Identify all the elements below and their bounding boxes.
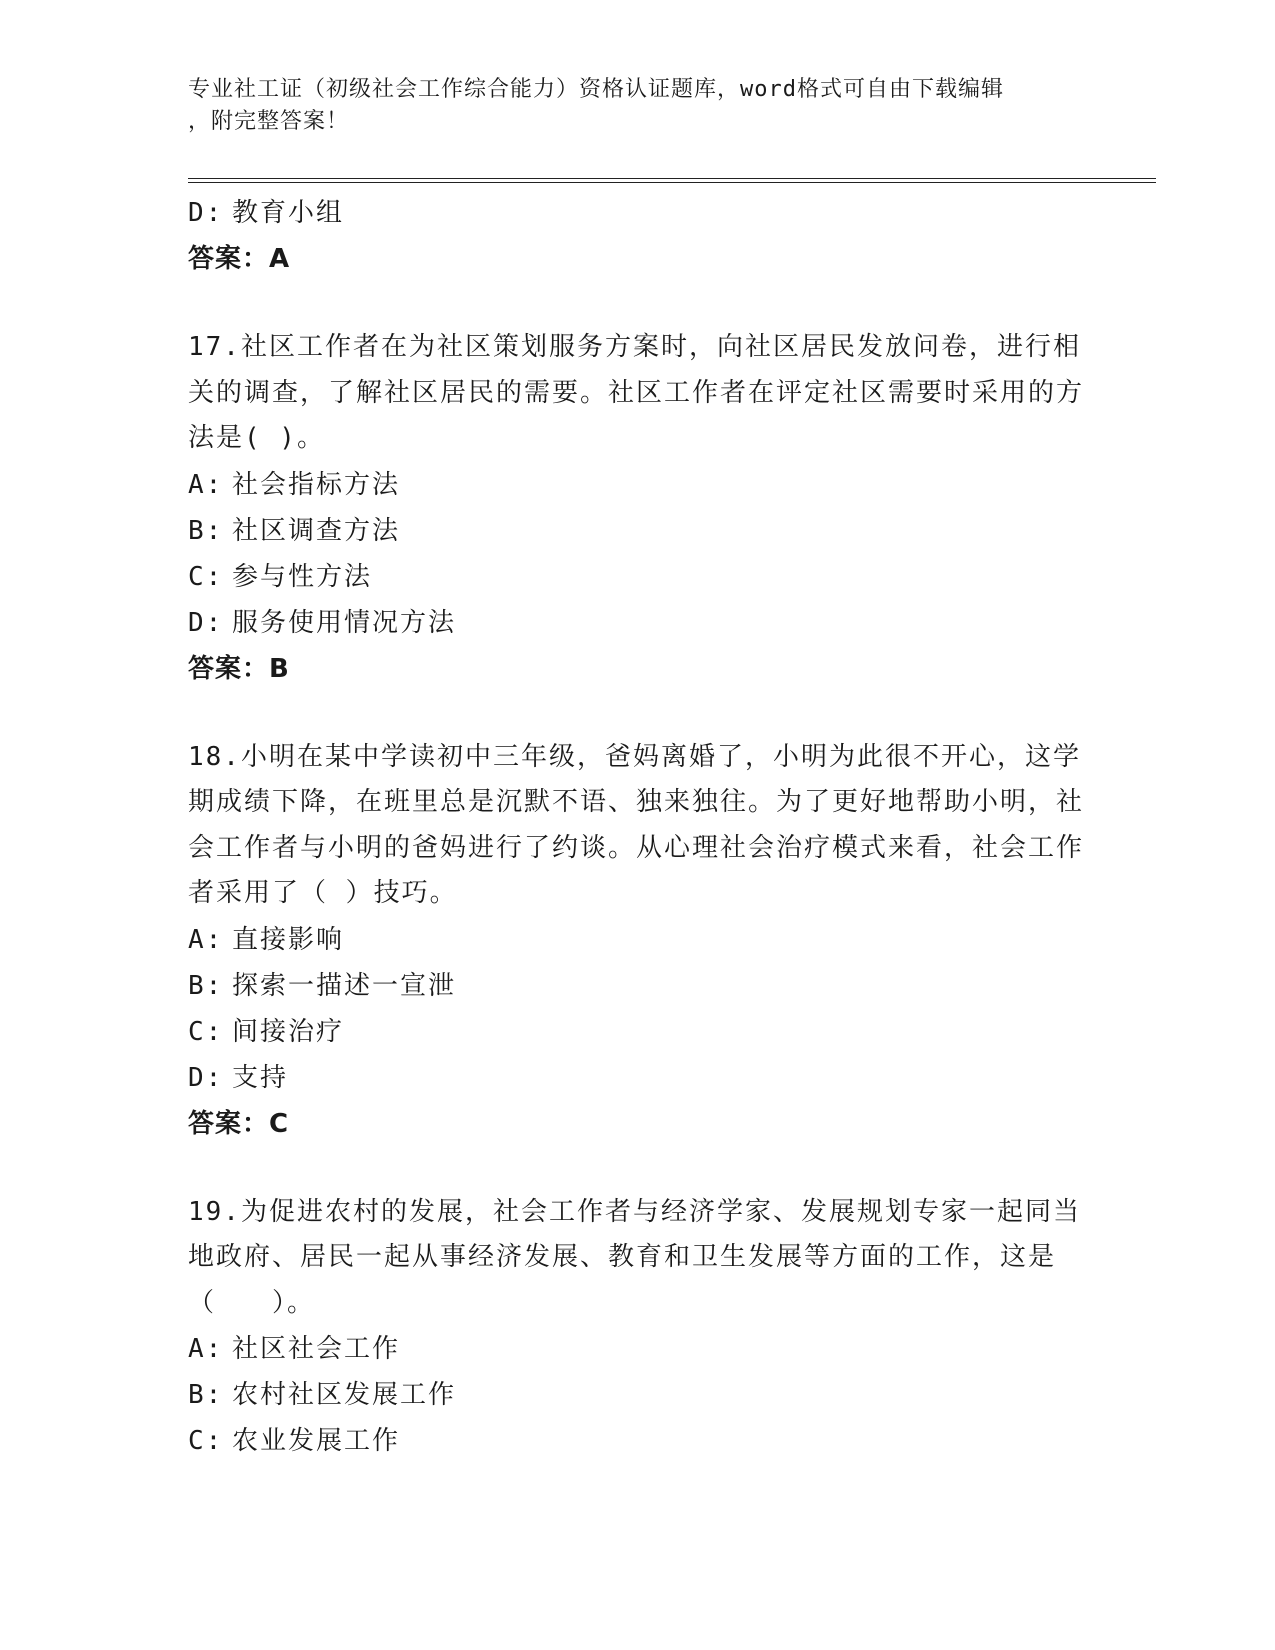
question-17-answer: 答案：B <box>188 653 290 684</box>
option-label: C: <box>188 1426 224 1456</box>
option-text: 探索一描述一宣泄 <box>232 970 457 1001</box>
option-label: A: <box>188 924 224 955</box>
document-header <box>188 74 1088 138</box>
question-17-option-d <box>188 600 1088 646</box>
option-label: A: <box>188 1334 224 1364</box>
question-18-text: 18.小明在某中学读初中三年级，爸妈离婚了，小明为此很不开心，这学期成绩下降，在班里总是沉默不语、独来独往。为了更好地帮助小明，社会工作者与小明的爸妈进行了约谈。从心理社会治疗模式来看，社会工作者采用了（ ）技巧。 <box>188 741 1085 908</box>
question-19-option-a <box>188 1326 1088 1372</box>
option-label: D: <box>188 607 224 638</box>
option-text: 农村社区发展工作 <box>232 1380 457 1410</box>
option-text: 社区社会工作 <box>232 1334 401 1364</box>
question-18-option-b <box>188 963 1088 1009</box>
question-content <box>188 190 1088 1464</box>
option-label: A: <box>188 469 224 500</box>
question-19-option-b <box>188 1372 1088 1418</box>
option-text: 直接影响 <box>232 924 345 955</box>
prev-option-d <box>188 190 1088 236</box>
question-17-option-a <box>188 462 1088 508</box>
option-text: 社会指标方法 <box>232 469 401 500</box>
header-divider-top <box>188 178 1156 179</box>
prev-answer: 答案：A <box>188 244 291 274</box>
question-17-text: 17.社区工作者在为社区策划服务方案时，向社区居民发放问卷，进行相关的调查，了解社区居民的需要。社区工作者在评定社区需要时采用的方法是( )。 <box>188 332 1085 453</box>
option-text: 支持 <box>232 1062 289 1093</box>
question-18-option-a <box>188 917 1088 963</box>
option-text: 服务使用情况方法 <box>232 607 457 638</box>
question-19-text: 19.为促进农村的发展，社会工作者与经济学家、发展规划专家一起同当地政府、居民一起从事经济发展、教育和卫生发展等方面的工作，这是（ ）。 <box>188 1196 1081 1318</box>
question-19-option-c <box>188 1418 1088 1464</box>
question-18-answer: 答案：C <box>188 1108 290 1139</box>
header-title-line1: 专业社工证（初级社会工作综合能力）资格认证题库，word格式可自由下载编辑 <box>188 77 1004 102</box>
option-label: B: <box>188 970 224 1001</box>
header-divider-bottom <box>188 182 1156 183</box>
option-label: B: <box>188 1380 224 1410</box>
option-text: 参与性方法 <box>232 561 373 592</box>
option-label: C: <box>188 561 224 592</box>
question-18-option-d <box>188 1055 1088 1101</box>
option-text: 社区调查方法 <box>232 515 401 546</box>
option-text: 间接治疗 <box>232 1016 345 1047</box>
question-17-option-c <box>188 554 1088 600</box>
question-18-option-c <box>188 1009 1088 1055</box>
option-label: D: <box>188 1062 224 1093</box>
question-17-option-b <box>188 508 1088 554</box>
option-text: 教育小组 <box>232 198 345 228</box>
header-title-line2: ，附完整答案！ <box>188 109 350 134</box>
option-label: C: <box>188 1016 224 1047</box>
option-text: 农业发展工作 <box>232 1426 401 1456</box>
option-label: D: <box>188 198 224 228</box>
option-label: B: <box>188 515 224 546</box>
